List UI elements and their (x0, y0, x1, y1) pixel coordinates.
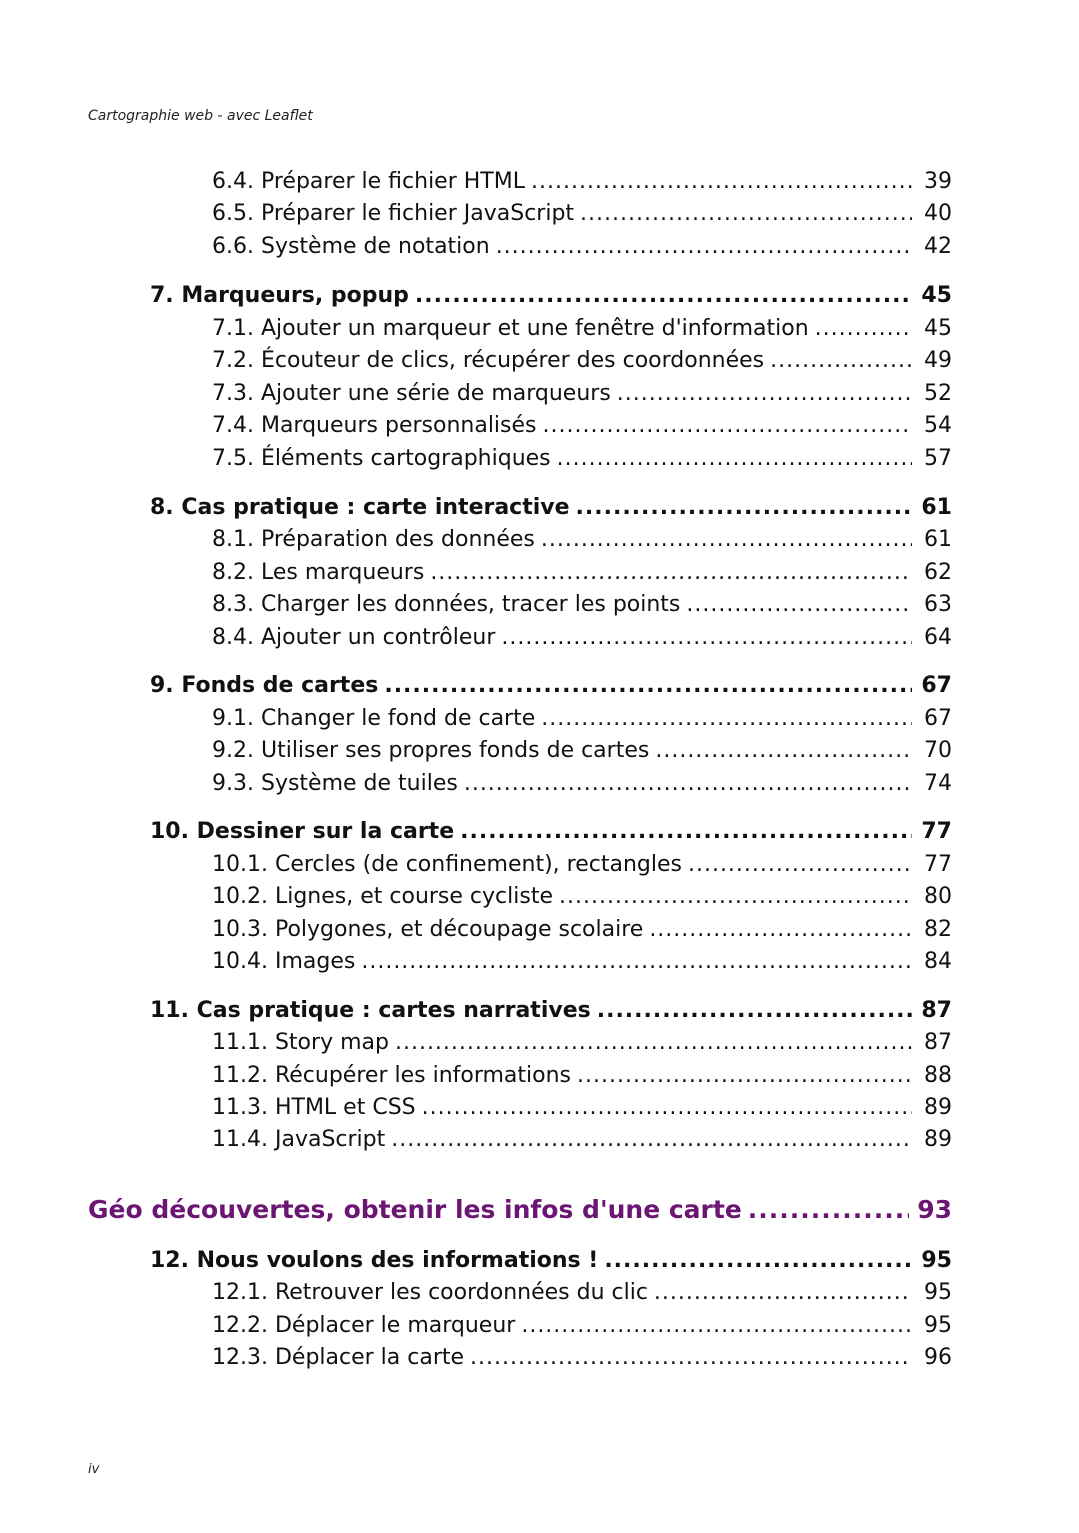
toc-leader-dots (541, 703, 912, 735)
toc-section-entry (212, 524, 952, 556)
toc-leader-dots (748, 1194, 909, 1226)
toc-entry-title: Géo découvertes, obtenir les infos d'une carte (88, 1195, 742, 1224)
toc-entry-title: 11.2. Récupérer les informations (212, 1063, 572, 1088)
toc-entry-page: 67 (924, 706, 952, 731)
toc-entry-title: 12. Nous voulons des informations ! (150, 1248, 599, 1273)
toc-section-entry (212, 231, 952, 263)
toc-entry-title: 11.1. Story map (212, 1030, 389, 1055)
toc-entry-title: 12.3. Déplacer la carte (212, 1345, 465, 1370)
toc-section-entry (212, 557, 952, 589)
toc-leader-dots (597, 995, 912, 1027)
toc-part-entry (88, 1194, 952, 1226)
toc-entry-page: 77 (921, 819, 952, 844)
toc-entry-page: 52 (924, 381, 952, 406)
toc-entry-title: 7.4. Marqueurs personnalisés (212, 413, 537, 438)
toc-entry-title: 6.5. Préparer le fichier JavaScript (212, 201, 575, 226)
toc-section-entry (212, 703, 952, 735)
toc-section-entry (212, 946, 952, 978)
toc-entry-page: 96 (924, 1345, 952, 1370)
toc-entry-title: 8. Cas pratique : carte interactive (150, 495, 570, 520)
toc-entry-title: 11. Cas pratique : cartes narratives (150, 998, 591, 1023)
toc-entry-page: 62 (924, 560, 952, 585)
toc-entry-page: 63 (924, 592, 952, 617)
toc-section-entry (212, 1342, 952, 1374)
toc-entry-title: 10.4. Images (212, 949, 356, 974)
toc-entry-page: 61 (921, 495, 952, 520)
toc-entry-page: 74 (924, 771, 952, 796)
toc-section-entry (212, 443, 952, 475)
toc-section-entry (212, 313, 952, 345)
toc-leader-dots (559, 881, 912, 913)
toc-chapter-entry (150, 280, 952, 312)
toc-chapter-entry (150, 492, 952, 524)
toc-leader-dots (521, 1310, 912, 1342)
toc-leader-dots (617, 378, 912, 410)
toc-leader-dots (688, 849, 912, 881)
toc-entry-title: 9.2. Utiliser ses propres fonds de cartes (212, 738, 650, 763)
toc-entry-title: 9.1. Changer le fond de carte (212, 706, 536, 731)
page-number: iv (88, 1462, 100, 1477)
toc-leader-dots (464, 768, 912, 800)
toc-entry-page: 87 (921, 998, 952, 1023)
toc-entry-title: 10.1. Cercles (de confinement), rectangles (212, 852, 682, 877)
toc-section-entry (212, 410, 952, 442)
toc-entry-title: 7.5. Éléments cartographiques (212, 446, 551, 471)
toc-section-entry (212, 378, 952, 410)
toc-entry-page: 54 (924, 413, 952, 438)
toc-leader-dots (430, 557, 912, 589)
toc-entry-title: 6.6. Système de notation (212, 234, 490, 259)
toc-entry-page: 49 (924, 348, 952, 373)
toc-section-entry (212, 735, 952, 767)
toc-leader-dots (361, 946, 912, 978)
toc-entry-page: 45 (921, 283, 952, 308)
toc-entry-page: 77 (924, 852, 952, 877)
toc-entry-title: 8.2. Les marqueurs (212, 560, 425, 585)
toc-section-entry (212, 1310, 952, 1342)
toc-section-entry (212, 622, 952, 654)
toc-chapter-entry (150, 670, 952, 702)
toc-chapter-entry (150, 995, 952, 1027)
toc-entry-page: 89 (924, 1095, 952, 1120)
toc-entry-title: 7. Marqueurs, popup (150, 283, 409, 308)
toc-entry-page: 95 (924, 1313, 952, 1338)
toc-leader-dots (541, 524, 912, 556)
toc-entry-page: 82 (924, 917, 952, 942)
toc-leader-dots (531, 166, 912, 198)
toc-leader-dots (384, 670, 912, 702)
toc-leader-dots (604, 1245, 912, 1277)
toc-section-entry (212, 1092, 952, 1124)
toc-section-entry (212, 589, 952, 621)
toc-entry-page: 84 (924, 949, 952, 974)
toc-entry-title: 9. Fonds de cartes (150, 673, 379, 698)
toc-entry-page: 93 (917, 1195, 952, 1224)
toc-entry-page: 42 (924, 234, 952, 259)
toc-leader-dots (815, 313, 912, 345)
toc-entry-title: 8.4. Ajouter un contrôleur (212, 625, 496, 650)
toc-entry-title: 10.3. Polygones, et découpage scolaire (212, 917, 644, 942)
toc-entry-title: 9.3. Système de tuiles (212, 771, 458, 796)
toc-entry-title: 8.1. Préparation des données (212, 527, 535, 552)
toc-entry-page: 39 (924, 169, 952, 194)
toc-entry-title: 6.4. Préparer le fichier HTML (212, 169, 525, 194)
toc-entry-title: 11.4. JavaScript (212, 1127, 386, 1152)
toc-section-entry (212, 345, 952, 377)
toc-entry-page: 67 (921, 673, 952, 698)
toc-leader-dots (649, 914, 912, 946)
toc-leader-dots (770, 345, 912, 377)
toc-entry-title: 12.2. Déplacer le marqueur (212, 1313, 516, 1338)
toc-entry-title: 11.3. HTML et CSS (212, 1095, 416, 1120)
toc-entry-title: 12.1. Retrouver les coordonnées du clic (212, 1280, 648, 1305)
toc-leader-dots (543, 410, 913, 442)
toc-leader-dots (557, 443, 912, 475)
toc-entry-title: 10. Dessiner sur la carte (150, 819, 455, 844)
toc-section-entry (212, 1277, 952, 1309)
toc-entry-page: 45 (924, 316, 952, 341)
toc-entry-page: 95 (924, 1280, 952, 1305)
toc-entry-title: 8.3. Charger les données, tracer les points (212, 592, 681, 617)
toc-entry-title: 7.3. Ajouter une série de marqueurs (212, 381, 611, 406)
toc-entry-page: 61 (924, 527, 952, 552)
toc-leader-dots (391, 1124, 912, 1156)
toc-section-entry (212, 198, 952, 230)
toc-section-entry (212, 1027, 952, 1059)
toc-leader-dots (460, 816, 912, 848)
toc-section-entry (212, 914, 952, 946)
toc-leader-dots (576, 492, 912, 524)
toc-leader-dots (686, 589, 912, 621)
toc-chapter-entry (150, 816, 952, 848)
toc-section-entry (212, 166, 952, 198)
toc-section-entry (212, 768, 952, 800)
toc-leader-dots (415, 280, 912, 312)
toc-leader-dots (654, 1277, 912, 1309)
toc-entry-page: 64 (924, 625, 952, 650)
toc-leader-dots (470, 1342, 912, 1374)
toc-entry-title: 7.2. Écouteur de clics, récupérer des coordonnées (212, 348, 765, 373)
toc-leader-dots (496, 231, 912, 263)
toc-leader-dots (580, 198, 912, 230)
toc-entry-page: 88 (924, 1063, 952, 1088)
toc-section-entry (212, 1124, 952, 1156)
toc-entry-page: 80 (924, 884, 952, 909)
running-header: Cartographie web - avec Leaflet (88, 108, 313, 124)
toc-entry-title: 10.2. Lignes, et course cycliste (212, 884, 553, 909)
toc-entry-page: 57 (924, 446, 952, 471)
toc-chapter-entry (150, 1245, 952, 1277)
toc-entry-page: 87 (924, 1030, 952, 1055)
toc-leader-dots (395, 1027, 912, 1059)
toc-entry-page: 95 (921, 1248, 952, 1273)
toc-section-entry (212, 849, 952, 881)
toc-section-entry (212, 1060, 952, 1092)
toc-entry-page: 40 (924, 201, 952, 226)
toc-leader-dots (655, 735, 912, 767)
toc-entry-title: 7.1. Ajouter un marqueur et une fenêtre d'information (212, 316, 809, 341)
toc-entry-page: 70 (924, 738, 952, 763)
toc-entry-page: 89 (924, 1127, 952, 1152)
toc-leader-dots (422, 1092, 912, 1124)
toc-leader-dots (577, 1060, 912, 1092)
toc-section-entry (212, 881, 952, 913)
toc-leader-dots (501, 622, 912, 654)
